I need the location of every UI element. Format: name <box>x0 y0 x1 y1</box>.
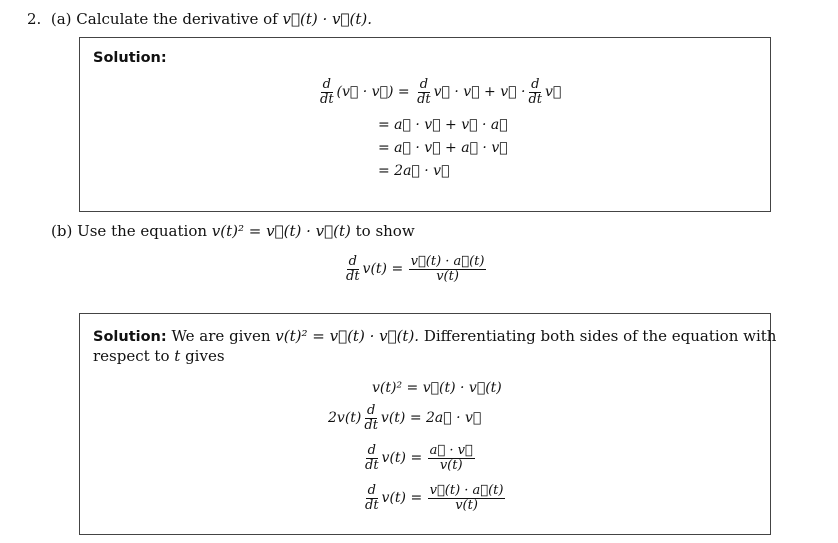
solution-b-label: Solution: <box>93 329 167 345</box>
problem-number: 2. <box>27 10 42 28</box>
sol-a-l1-end: v⃗ <box>545 84 562 101</box>
sol-a-l1-lhs-num: d <box>322 77 331 92</box>
sol-a-line2: = a⃗ · v⃗ + v⃗ · a⃗ <box>378 117 508 133</box>
sol-a-l1-lhs-rest: (v⃗ · v⃗) = <box>336 84 410 101</box>
sol-b-l4-rden: v(t) <box>455 497 478 513</box>
part-b-d-den: dt <box>346 268 360 284</box>
solution-b-text3: respect to <box>93 347 170 365</box>
sol-a-l1-f1-den: dt <box>417 91 431 107</box>
part-b-display-mid: v(t) = <box>362 261 404 278</box>
solution-b-text1: We are given <box>171 327 271 345</box>
sol-a-l1-lhs-den: dt <box>320 91 334 107</box>
solution-b-intro-line2 <box>93 349 225 364</box>
part-a-prompt-math: v⃗(t) · v⃗(t). <box>282 10 372 28</box>
sol-b-l3-rden: v(t) <box>439 457 463 473</box>
sol-b-l3-mid: v(t) = <box>381 450 423 467</box>
solution-b-text2: Differentiating both sides of the equation with <box>423 327 777 345</box>
sol-a-l1-f2-num: d <box>531 77 540 92</box>
part-b-prompt-line <box>51 224 415 239</box>
sol-b-l4-den: dt <box>365 497 379 513</box>
sol-b-line3 <box>362 444 476 472</box>
sol-b-l2-pre: 2v(t) <box>328 410 362 427</box>
sol-b-l2-den: dt <box>364 417 378 433</box>
part-b-display-eq <box>343 255 487 283</box>
sol-a-line1 <box>317 78 561 106</box>
part-b-d-num: d <box>348 254 357 269</box>
sol-b-l4-num: d <box>367 483 376 498</box>
problem-heading <box>27 12 372 27</box>
sol-b-l2-post: v(t) = 2a⃗ · v⃗ <box>380 410 482 427</box>
sol-b-l3-den: dt <box>365 457 379 473</box>
sol-b-line2 <box>328 404 481 432</box>
sol-b-l3-rnum: a⃗ · v⃗ <box>429 443 473 458</box>
sol-b-line1: v(t)² = v⃗(t) · v⃗(t) <box>372 380 502 396</box>
sol-b-line4 <box>362 484 506 512</box>
part-a-label: (a) <box>50 10 72 28</box>
sol-a-line4: = 2a⃗ · v⃗ <box>378 163 450 179</box>
sol-b-l4-rnum: v⃗(t) · a⃗(t) <box>429 483 504 498</box>
part-b-label: (b) <box>51 222 73 240</box>
sol-b-l3-num: d <box>367 443 376 458</box>
sol-a-l1-mid: v⃗ · v⃗ + v⃗ · <box>433 84 526 101</box>
solution-b-math1: v(t)² = v⃗(t) · v⃗(t). <box>275 327 420 345</box>
part-b-display-num: v⃗(t) · a⃗(t) <box>410 254 485 269</box>
sol-a-l1-f1-num: d <box>419 77 429 92</box>
part-b-prompt-end: to show <box>355 222 415 240</box>
solution-b-var: t <box>174 347 181 365</box>
solution-b-intro-line1 <box>93 329 776 345</box>
part-b-prompt-math: v(t)² = v⃗(t) · v⃗(t) <box>211 222 351 240</box>
part-b-display-den: v(t) <box>436 268 459 284</box>
sol-a-l1-f2-den: dt <box>528 91 542 107</box>
sol-b-l4-mid: v(t) = <box>381 490 423 507</box>
solution-a-label: Solution: <box>93 50 167 66</box>
part-a-prompt: Calculate the derivative of <box>76 10 278 28</box>
part-b-prompt-start: Use the equation <box>77 222 208 240</box>
sol-a-line3: = a⃗ · v⃗ + a⃗ · v⃗ <box>378 140 508 156</box>
sol-b-l2-num: d <box>366 403 376 418</box>
solution-b-text4: gives <box>185 347 225 365</box>
